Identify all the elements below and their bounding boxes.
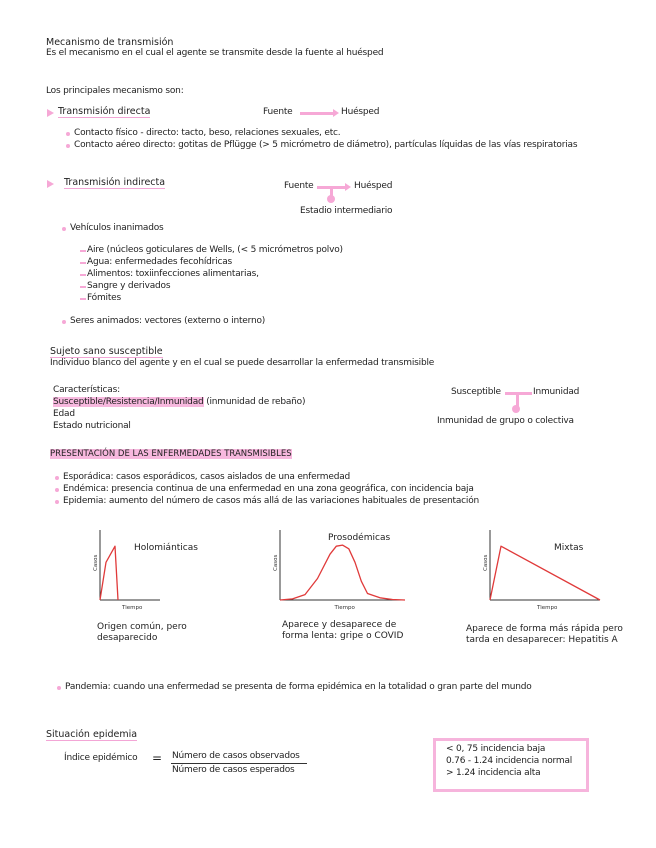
bullet-dot-icon [62, 320, 66, 324]
chart-caption: tarda en desaparecer: Hepatitis A [466, 635, 618, 645]
epidemic-index-label: Índice epidémico [64, 753, 138, 763]
page-title: Mecanismo de transmisión [46, 37, 174, 48]
chart-title: Holomiánticas [134, 543, 198, 553]
direct-item: Contacto aéreo directo: gotitas de Pflügge (> 5 micrómetro de diámetro), partículas líquidas de las vías respiratorias [74, 140, 578, 150]
chart-title: Mixtas [554, 543, 584, 553]
animate-label: Seres animados: vectores (externo o interno) [70, 316, 266, 326]
presentation-item: Esporádica: casos esporádicos, casos aislados de una enfermedad [63, 472, 351, 482]
presentation-heading: PRESENTACIÓN DE LAS ENFERMEDADES TRANSMISIBLES [50, 449, 292, 459]
chart-caption: desaparecido [97, 633, 158, 643]
presentation-item: Epidemia: aumento del número de casos más allá de las variaciones habituales de presentación [63, 496, 480, 506]
chart-caption: Aparece y desaparece de [282, 620, 397, 630]
prosodemic-chart [272, 524, 422, 614]
bullet-dash-icon [80, 286, 86, 288]
characteristic-age: Edad [53, 409, 75, 419]
x-axis-label: Tiempo [122, 605, 143, 611]
bullet-dot-icon [66, 144, 70, 148]
series-line [280, 545, 405, 600]
bullet-dot-icon [66, 132, 70, 136]
inanimate-item: Sangre y derivados [87, 281, 171, 291]
arrow-head-icon [333, 109, 339, 117]
inanimate-label: Vehículos inanimados [70, 223, 164, 233]
x-axis-label: Tiempo [334, 605, 355, 611]
susceptible-heading: Sujeto sano susceptible [50, 346, 163, 357]
susceptible-definition: Individuo blanco del agente y en el cual se puede desarrollar la enfermedad transmisible [50, 358, 435, 368]
chart-caption: forma lenta: gripe o COVID [282, 631, 404, 641]
epidemic-heading: Situación epidemia [46, 729, 138, 740]
intro-lead: Los principales mecanismo son: [46, 86, 184, 96]
indirect-diagram-middle: Estadio intermediario [300, 206, 393, 216]
equals-sign: = [152, 751, 163, 765]
bullet-dot-icon [55, 476, 59, 480]
direct-diagram-source: Fuente [263, 107, 293, 117]
chart-caption: Origen común, pero [97, 622, 187, 632]
incidence-item: 0.76 - 1.24 incidencia normal [446, 756, 573, 766]
susceptible-diagram-bottom: Inmunidad de grupo o colectiva [437, 416, 574, 426]
y-axis-label: Casos [483, 554, 489, 571]
bullet-dash-icon [80, 274, 86, 276]
intro-definition: Es el mecanismo en el cual el agente se transmite desde la fuente al huésped [46, 48, 384, 58]
bullet-dot-icon [55, 488, 59, 492]
direct-heading: Transmisión directa [58, 106, 151, 117]
indirect-heading: Transmisión indirecta [64, 177, 166, 188]
bullet-dash-icon [80, 250, 86, 252]
bullet-dot-icon [62, 227, 66, 231]
connector-dot-icon [512, 405, 520, 413]
y-axis-label: Casos [273, 554, 279, 571]
bullet-dash-icon [80, 262, 86, 264]
inanimate-item: Alimentos: toxiinfecciones alimentarias, [87, 269, 259, 279]
arrow-head-icon [345, 183, 351, 191]
chart-title: Prosodémicas [328, 533, 391, 543]
fraction-numerator: Número de casos observados [172, 751, 300, 761]
series-line [100, 546, 118, 600]
incidence-item: > 1.24 incidencia alta [446, 768, 541, 778]
characteristic-immunity [53, 397, 305, 407]
y-axis-label: Casos [93, 554, 99, 571]
highlight-immunity: Susceptible/Resistencia/Inmunidad [53, 397, 204, 407]
direct-item: Contacto físico - directo: tacto, beso, relaciones sexuales, etc. [74, 128, 341, 138]
characteristics-label: Características: [53, 385, 120, 395]
susceptible-diagram-right: Inmunidad [533, 387, 580, 397]
bullet-dash-icon [80, 298, 86, 300]
direct-diagram-target: Huésped [341, 107, 380, 117]
inanimate-item: Fómites [87, 293, 121, 303]
indirect-diagram-target: Huésped [354, 181, 393, 191]
bullet-arrow-icon [47, 109, 54, 117]
connector-dot-icon [327, 195, 335, 203]
inanimate-item: Aire (núcleos goticulares de Wells, (< 5 micrómetros polvo) [87, 245, 343, 255]
holomiantic-chart [92, 524, 242, 614]
susceptible-diagram-left: Susceptible [451, 387, 501, 397]
fraction-denominator: Número de casos esperados [172, 765, 295, 775]
indirect-diagram-source: Fuente [284, 181, 314, 191]
x-axis-label: Tiempo [537, 605, 558, 611]
characteristic-nutrition: Estado nutricional [53, 421, 131, 431]
bullet-dot-icon [55, 500, 59, 504]
series-line [490, 546, 600, 600]
bullet-arrow-icon [47, 180, 54, 188]
presentation-item: Endémica: presencia continua de una enfermedad en una zona geográfica, con incidencia baja [63, 484, 474, 494]
bullet-dot-icon [57, 686, 61, 690]
incidence-item: < 0, 75 incidencia baja [446, 744, 546, 754]
pandemic-item: Pandemia: cuando una enfermedad se presenta de forma epidémica en la totalidad o gran parte del mundo [65, 682, 532, 692]
highlight-rest: (inmunidad de rebaño) [203, 397, 306, 407]
chart-caption: Aparece de forma más rápida pero [466, 624, 623, 634]
direct-arrow-line [300, 112, 336, 115]
mixed-chart [472, 524, 622, 614]
inanimate-item: Agua: enfermedades fecohídricas [87, 257, 233, 267]
fraction-line [171, 763, 307, 764]
